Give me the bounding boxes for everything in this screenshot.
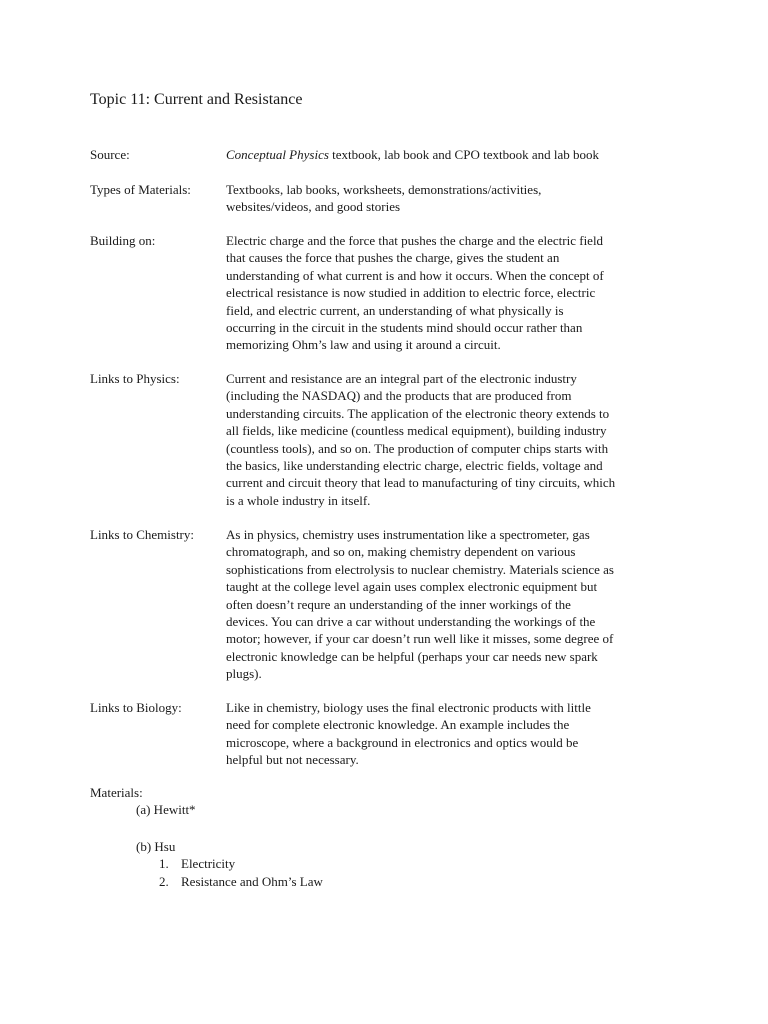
chemistry-line: motor; however, if your car doesn’t run well like it misses, some degree of bbox=[226, 631, 614, 647]
source-label: Source: bbox=[90, 147, 130, 162]
physics-line: current and circuit theory that lead to manufacturing of tiny circuits, which bbox=[226, 475, 616, 491]
building-line: occurring in the circuit in the students mind should occur rather than bbox=[226, 320, 583, 336]
types-value bbox=[226, 181, 686, 216]
physics-line: understanding circuits. The application of the electronic theory extends to bbox=[226, 405, 610, 421]
physics-line: (including the NASDAQ) and the products that are produced from bbox=[226, 388, 572, 404]
materials-subitem bbox=[159, 873, 323, 890]
biology-label: Links to Biology: bbox=[90, 700, 182, 715]
chemistry-line: As in physics, chemistry uses instrumentation like a spectrometer, gas bbox=[226, 527, 590, 542]
chemistry-line: taught at the college level again uses complex electronic equipment but bbox=[226, 579, 598, 595]
source-title-italic: Conceptual Physics bbox=[226, 147, 329, 162]
building-line: electrical resistance is now studied in addition to electric force, electric bbox=[226, 285, 596, 301]
source-rest: textbook, lab book and CPO textbook and lab book bbox=[328, 147, 599, 162]
biology-line: need for complete electronic knowledge. An example includes the bbox=[226, 717, 570, 733]
source-value bbox=[226, 146, 686, 163]
page-title: Topic 11: Current and Resistance bbox=[90, 91, 303, 108]
physics-line: (countless tools), and so on. The production of computer chips starts with bbox=[226, 440, 609, 456]
chemistry-line: often doesn’t requre an understanding of the inner workings of the bbox=[226, 596, 571, 612]
chemistry-value bbox=[226, 526, 686, 683]
materials-section bbox=[90, 784, 323, 889]
biology-value bbox=[226, 699, 686, 769]
materials-item-b: (b) Hsu bbox=[136, 839, 176, 854]
chemistry-line: electronic knowledge can be helpful (perhaps your car needs new spark bbox=[226, 648, 598, 664]
materials-item-a: (a) Hewitt* bbox=[136, 802, 196, 817]
subitem-number: 1. bbox=[159, 856, 169, 871]
subitem-text: Resistance and Ohm’s Law bbox=[181, 874, 323, 889]
materials-label: Materials: bbox=[90, 785, 143, 800]
types-label: Types of Materials: bbox=[90, 182, 191, 197]
chemistry-line: sophistications from electrolysis to nuclear chemistry. Materials science as bbox=[226, 561, 614, 577]
building-line: field, and electric current, an understanding of what physically is bbox=[226, 302, 564, 318]
building-line: that causes the force that pushes the charge, gives the student an bbox=[226, 250, 560, 266]
subitem-number: 2. bbox=[159, 874, 169, 889]
physics-line: Current and resistance are an integral part of the electronic industry bbox=[226, 371, 577, 386]
subitem-text: Electricity bbox=[181, 856, 236, 871]
building-line: understanding of what current is and how it occurs. When the concept of bbox=[226, 267, 604, 283]
types-line: websites/videos, and good stories bbox=[226, 199, 401, 215]
building-line: Electric charge and the force that pushes the charge and the electric field bbox=[226, 233, 604, 248]
materials-subitem bbox=[159, 855, 235, 872]
building-value bbox=[226, 232, 686, 354]
physics-line: all fields, like medicine (countless medical equipment), building industry bbox=[226, 423, 607, 439]
physics-line: is a whole industry in itself. bbox=[226, 492, 371, 508]
building-line: memorizing Ohm’s law and using it around a circuit. bbox=[226, 337, 501, 353]
physics-value bbox=[226, 370, 686, 509]
biology-line: helpful but not necessary. bbox=[226, 752, 359, 768]
chemistry-line: devices. You can drive a car without understanding the workings of the bbox=[226, 614, 596, 630]
physics-label: Links to Physics: bbox=[90, 371, 180, 386]
physics-line: the basics, like understanding electric charge, electric fields, voltage and bbox=[226, 458, 603, 474]
building-label: Building on: bbox=[90, 233, 156, 248]
chemistry-line: chromatograph, and so on, making chemistry dependent on various bbox=[226, 544, 576, 560]
chemistry-line: plugs). bbox=[226, 666, 262, 682]
biology-line: Like in chemistry, biology uses the final electronic products with little bbox=[226, 700, 591, 715]
chemistry-label: Links to Chemistry: bbox=[90, 527, 194, 542]
types-line: Textbooks, lab books, worksheets, demonstrations/activities, bbox=[226, 182, 542, 197]
biology-line: microscope, where a background in electronics and optics would be bbox=[226, 734, 579, 750]
